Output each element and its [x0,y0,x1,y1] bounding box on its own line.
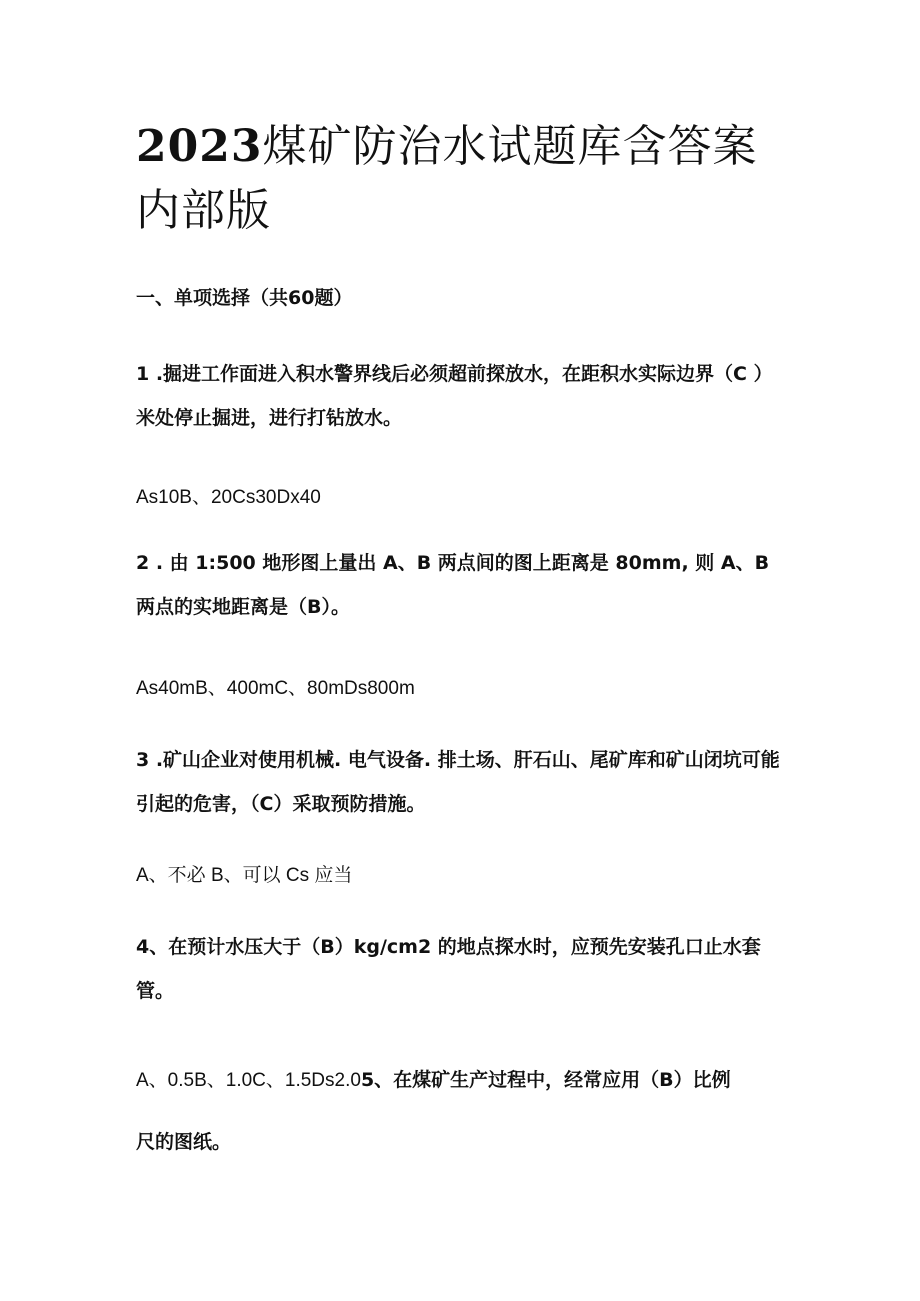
section-heading: 一、单项选择（共60题） [136,287,353,309]
question-4-options-line [136,1064,791,1097]
question-4-stem: 4、在预计水压大于（B）kg/cm2 的地点探水时，应预先安装孔口止水套管。 [136,936,761,1002]
question-5-stem-start: 5、在煤矿生产过程中，经常应用（B）比例 [360,1069,731,1091]
question-1-stem: 1 .掘进工作面进入积水警界线后必须超前探放水，在距积水实际边界（C ）米处停止掘进，进行打钻放水。 [136,363,773,429]
document-title [136,115,796,243]
question-1-options: As10B、20Cs30Dx40 [136,487,321,508]
question-3-stem: 3 .矿山企业对使用机械. 电气设备. 排土场、肝石山、尾矿库和矿山闭坑可能引起的危害，（C）采取预防措施。 [136,749,780,815]
question-4-options: A、0.5B、1.0C、1.5Ds2.0 [136,1070,361,1091]
title-year: 2023 [136,121,263,172]
question-2-stem: 2 . 由 1:500 地形图上量出 A、B 两点间的图上距离是 80mm, 则 A、B 两点的实地距离是（B）。 [136,552,770,618]
title-text: 煤矿防治水试题库含答案内部版 [136,121,758,236]
question-3-options: A、不必 B、可以 Cs 应当 [136,865,353,886]
question-5-stem-end: 尺的图纸。 [136,1131,232,1153]
question-2-options: As40mB、400mC、80mDs800m [136,678,415,699]
